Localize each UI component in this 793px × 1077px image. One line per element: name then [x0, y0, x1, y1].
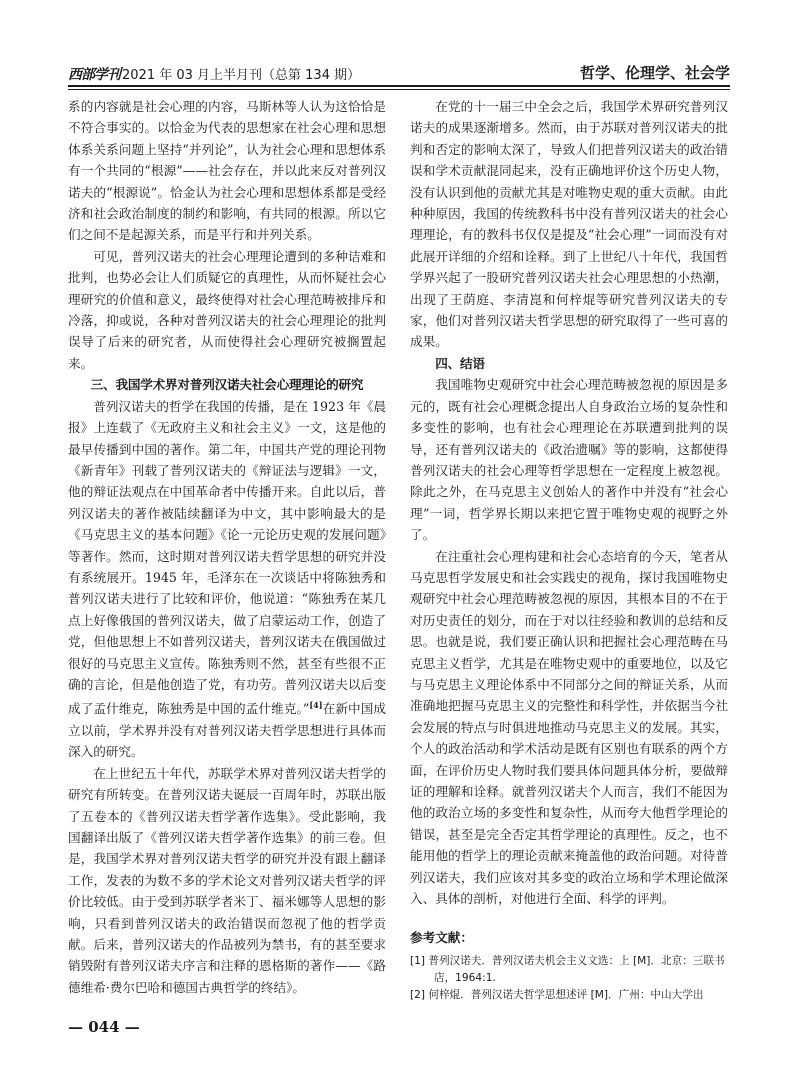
paragraph: 在上世纪五十年代，苏联学术界对普列汉诺夫哲学的研究有所转变。在普列汉诺夫诞辰一百周年时，苏联出版了五卷本的《普列汉诺夫哲学著作选集》。受此影响，我国翻译出版了《普列汉诺夫哲学著作选集》的前三卷。但是，我国学术界对普列汉诺夫哲学的研究并没有跟上翻译工作，发表的为数不多的学术论文对普列汉诺夫哲学的评价比较低。由于受到苏联学者米丁、福米娜等人思想的影响，只看到普列汉诺夫的政治错误而忽视了他的哲学贡献。后来，普列汉诺夫的作品被列为禁书，有的甚至要求销毁附有普列汉诺夫序言和注释的恩格斯的著作——《路德维希·费尔巴哈和德国古典哲学的终结》。 [68, 765, 386, 995]
page-number: — 044 — [68, 1018, 140, 1036]
issue-info: 2021 年 03 月上半月刊（总第 134 期） [122, 68, 361, 83]
references-title: 参考文献： [410, 930, 473, 946]
right-column [410, 96, 728, 1004]
left-column [68, 96, 386, 998]
header-rule-thick [68, 85, 730, 87]
paragraph [68, 396, 386, 763]
paragraph-text: 普列汉诺夫的哲学在我国的传播，是在 1923 年《晨报》上连载了《无政府主义和社会主义》一文，这是他的最早传播到中国的著作。第二年，中国共产党的理论刊物《新青年》刊载了普列汉诺夫的《辩证法与逻辑》一文，他的辩证法观点在中国革命者中传播开来。自此以后，普列汉诺夫的著作被陆续翻译为中文，其中影响最大的是《马克思主义的基本问题》《论一元论历史观的发展问题》等著作。然而，这时期对普列汉诺夫哲学思想的研究并没有系统展开。1945 年，毛泽东在一次谈话中将陈独秀和普列汉诺夫进行了比较和评价，他说道：“陈独秀在某几点上好像俄国的普列汉诺夫，做了启蒙运动工作，创造了党，但他思想上不如普列汉诺夫，普列汉诺夫在俄国做过很好的马克思主义宣传。陈独秀则不然，甚至有些很不正确的言论，但是他创造了党，有功劳。普列汉诺夫以后变成了孟什维克，陈独秀是中国的孟什维克。” [68, 398, 386, 717]
section-title: 哲学、伦理学、社会学 [579, 64, 730, 82]
references-list [410, 953, 728, 1004]
reference-item: [2] 何梓焜．普列汉诺夫哲学思想述评 [M]．广州：中山大学出 [410, 988, 704, 1001]
journal-title [68, 64, 360, 84]
header-rule-thin [68, 89, 730, 90]
paragraph: 可见，普列汉诺夫的社会心理理论遭到的多种诘难和批判，也势必会让人们质疑它的真理性，从而怀疑社会心理研究的价值和意义，最终使得对社会心理范畴被排斥和冷落，抑或说，各种对普列汉诺夫的社会心理理论的批判误导了后来的研究者，从而使得社会心理研究被搁置起来。 [68, 248, 386, 371]
paragraph-text: 在新中国成立以前，学术界并没有对普列汉诺夫哲学思想进行具体而深入的研究。 [68, 701, 386, 760]
citation-ref: [4] [309, 700, 323, 711]
paragraph: 在党的十一届三中全会之后，我国学术界研究普列汉诺夫的成果逐渐增多。然而，由于苏联对普列汉诺夫的批判和否定的影响太深了，导致人们把普列汉诺夫的政治错误和学术贡献混同起来，没有正确地评价这个历史人物，没有认识到他的贡献尤其是对唯物史观的重大贡献。由此种种原因，我国的传统教科书中没有普列汉诺夫的社会心理理论，有的教科书仅仅是提及“社会心理”一词而没有对此展开详细的介绍和诠释。到了上世纪八十年代，我国哲学界兴起了一股研究普列汉诺夫社会心理思想的小热潮，出现了王荫庭、李清崑和何梓焜等研究普列汉诺夫的专家，他们对普列汉诺夫哲学思想的研究取得了一些可喜的成果。 [410, 99, 728, 350]
section-heading-4: 四、结语 [435, 355, 485, 371]
paragraph: 我国唯物史观研究中社会心理范畴被忽视的原因是多元的，既有社会心理概念提出人自身政治立场的复杂性和多变性的影响，也有社会心理理论在苏联遭到批判的误导，还有普列汉诺夫的《政治遗嘱》等的影响，这都使得普列汉诺夫的社会心理等哲学思想在一定程度上被忽视。除此之外，在马克思主义创始人的著作中并没有“社会心理”一词，哲学界长期以来把它置于唯物史观的视野之外了。 [410, 377, 728, 543]
paragraph: 系的内容就是社会心理的内容，马斯林等人认为这恰恰是不符合事实的。以恰金为代表的思想家在社会心理和思想体系关系问题上坚持“并列论”，认为社会心理和思想体系有一个共同的“根源”——社会存在，并以此来反对普列汉诺夫的“根源说”。恰金认为社会心理和思想体系都是受经济和社会政治制度的制约和影响，有共同的根源。所以它们之间不是起源关系，而是平行和并列关系。 [68, 99, 386, 243]
paragraph: 在注重社会心理构建和社会心态培育的今天，笔者从马克思哲学发展史和社会实践史的视角，探讨我国唯物史观研究中社会心理范畴被忽视的原因，其根本目的不在于对历史责任的划分，而在于对以往经验和教训的总结和反思。也就是说，我们要正确认识和把握社会心理范畴在马克思主义哲学，尤其是在唯物史观中的重要地位，以及它与马克思主义理论体系中不同部分之间的辩证关系，从而准确地把握马克思主义的完整性和科学性，并依据当今社会发展的特点与时俱进地推动马克思主义的发展。其实，个人的政治活动和学术活动是既有区别也有联系的两个方面，在评价历史人物时我们要具体问题具体分析，要做辩证的理解和诠释。就普列汉诺夫个人而言，我们不能因为他的政治立场的多变性和复杂性，从而夸大他哲学理论的错误，甚至是完全否定其哲学理论的真理性。反之，也不能用他的哲学上的理论贡献来掩盖他的政治问题。对待普列汉诺夫，我们应该对其多变的政治立场和学术理论做深入、具体的剖析，对他进行全面、科学的评判。 [410, 548, 728, 907]
section-heading-3: 三、我国学术界对普列汉诺夫社会心理理论的研究 [90, 377, 364, 393]
reference-item: [1] 普列汉诺夫．普列汉诺夫机会主义文选：上 [M]．北京：三联书店，1964:1. [410, 954, 725, 984]
journal-logo: 西部学刊 [68, 67, 120, 83]
page-header [68, 62, 730, 84]
